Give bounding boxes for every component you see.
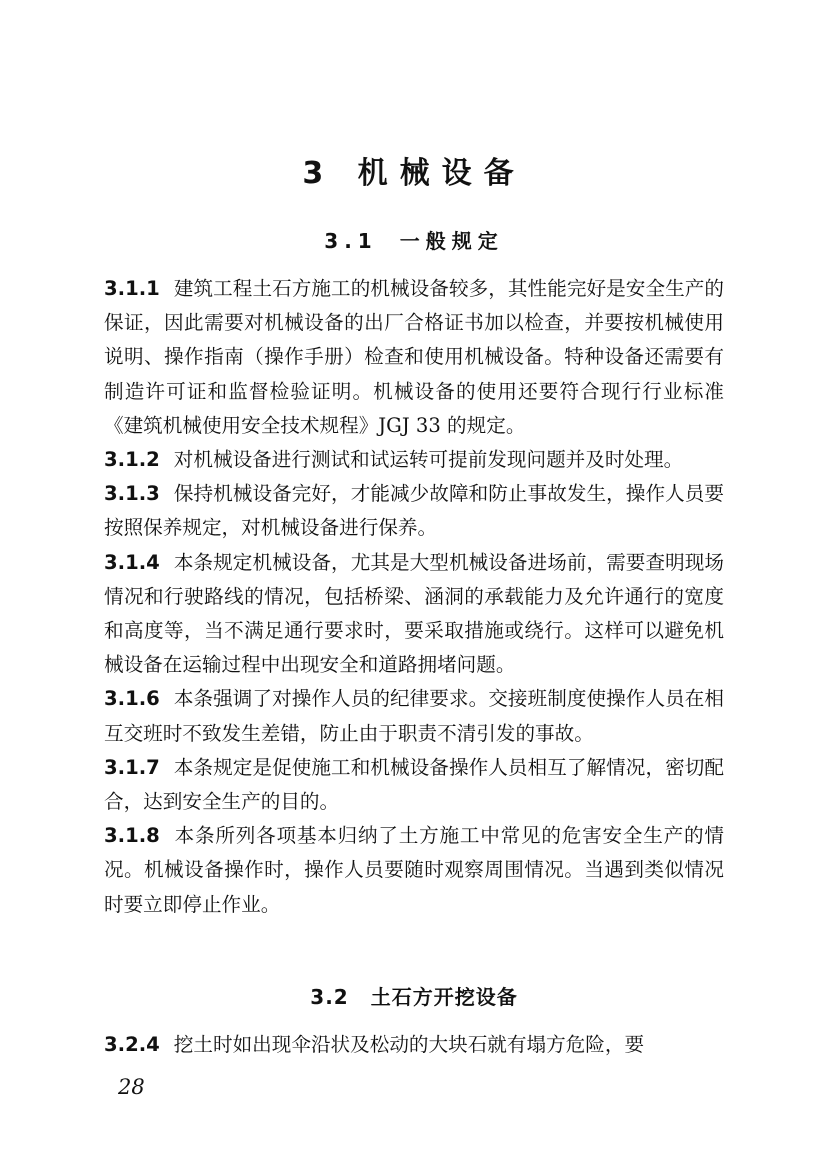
clause-text: 建筑工程土石方施工的机械设备较多，其性能完好是安全生产的保证，因此需要对机械设备的出厂合格证书加以检查，并要按机械使用说明、操作指南（操作手册）检查和使用机械设备。特种设备还需要有制造许可证和监督检验证明。机械设备的使用还要符合现行行业标准《建筑机械使用安全技术规程》JGJ 33 的规定。 bbox=[104, 277, 724, 437]
chapter-title bbox=[104, 152, 724, 196]
section-number: 3.1 bbox=[324, 229, 378, 253]
section-name: 土石方开挖设备 bbox=[370, 985, 518, 1009]
clause-number: 3.1.3 bbox=[104, 482, 160, 506]
clause-text: 挖土时如出现伞沿状及松动的大块石就有塌方危险，要 bbox=[173, 1033, 645, 1056]
clause-3-1-1 bbox=[104, 272, 724, 443]
clause-text: 本条规定是促使施工和机械设备操作人员相互了解情况，密切配合，达到安全生产的目的。 bbox=[104, 755, 724, 814]
clause-number: 3.1.7 bbox=[104, 755, 160, 779]
clause-3-1-3 bbox=[104, 477, 724, 545]
clause-3-1-2 bbox=[104, 443, 724, 477]
clause-number: 3.1.4 bbox=[104, 550, 160, 574]
section-3-2-body bbox=[104, 1028, 724, 1062]
clause-3-2-4 bbox=[104, 1028, 724, 1062]
section-name: 一般规定 bbox=[399, 229, 504, 253]
clause-text: 对机械设备进行测试和试运转可提前发现问题并及时处理。 bbox=[173, 448, 684, 472]
clause-3-1-7 bbox=[104, 751, 724, 819]
page-number: 28 bbox=[118, 1075, 145, 1099]
clause-text: 保持机械设备完好，才能减少故障和防止事故发生，操作人员要按照保养规定，对机械设备进行保养。 bbox=[104, 482, 724, 540]
clause-text: 本条规定机械设备，尤其是大型机械设备进场前，需要查明现场情况和行驶路线的情况，包括桥梁、涵洞的承载能力及允许通行的宽度和高度等，当不满足通行要求时，要采取措施或绕行。这样可以避免机械设备在运输过程中出现安全和道路拥堵问题。 bbox=[104, 550, 724, 677]
clause-number: 3.1.8 bbox=[104, 824, 160, 848]
section-number: 3.2 bbox=[310, 985, 349, 1009]
clause-3-1-6 bbox=[104, 682, 724, 750]
chapter-name: 机械设备 bbox=[357, 156, 526, 191]
section-heading-3-1 bbox=[104, 226, 724, 256]
clause-text: 本条强调了对操作人员的纪律要求。交接班制度使操作人员在相互交班时不致发生差错，防止由于职责不清引发的事故。 bbox=[104, 687, 724, 745]
clause-3-1-8 bbox=[104, 819, 724, 922]
chapter-number: 3 bbox=[302, 156, 336, 191]
section-heading-3-2 bbox=[104, 982, 724, 1012]
clause-number: 3.1.2 bbox=[104, 448, 160, 472]
clause-3-1-4 bbox=[104, 546, 724, 683]
clause-text: 本条所列各项基本归纳了土方施工中常见的危害安全生产的情况。机械设备操作时，操作人员要随时观察周围情况。当遇到类似情况时要立即停止作业。 bbox=[104, 824, 724, 916]
clause-number: 3.1.6 bbox=[104, 687, 160, 711]
section-3-1-body bbox=[104, 272, 724, 922]
clause-number: 3.2.4 bbox=[104, 1033, 160, 1056]
clause-number: 3.1.1 bbox=[104, 277, 160, 300]
